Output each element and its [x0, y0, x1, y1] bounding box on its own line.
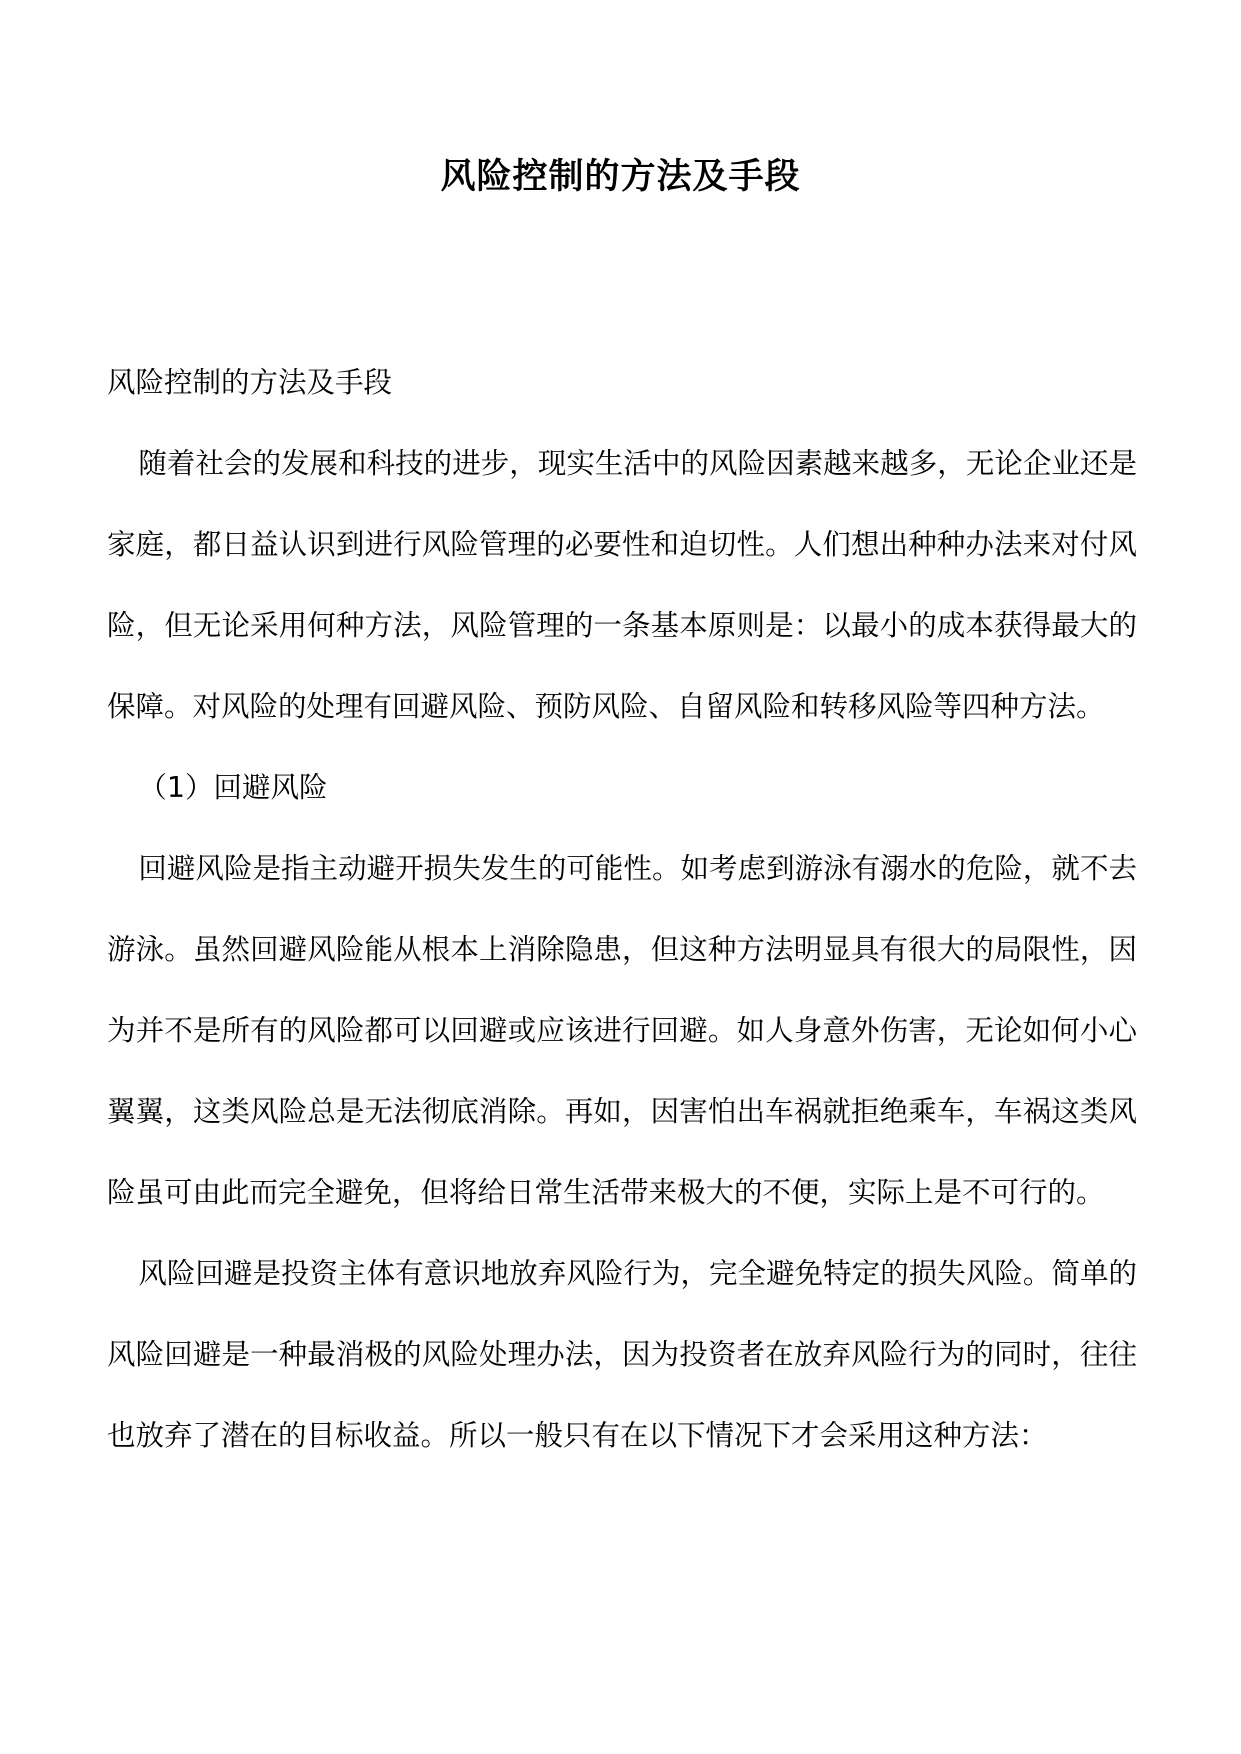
paragraph-intro: 随着社会的发展和科技的进步，现实生活中的风险因素越来越多，无论企业还是家庭，都日益认识到进行风险管理的必要性和迫切性。人们想出种种办法来对付风险，但无论采用何种方法，风险管理的一条基本原则是：以最小的成本获得最大的保障。对风险的处理有回避风险、预防风险、自留风险和转移风险等四种方法。 [107, 447, 1137, 723]
document-body [107, 342, 1137, 1476]
paragraph-avoid-risk-explanation: 风险回避是投资主体有意识地放弃风险行为，完全避免特定的损失风险。简单的风险回避是一种最消极的风险处理办法，因为投资者在放弃风险行为的同时，往往也放弃了潜在的目标收益。所以一般只有在以下情况下才会采用这种方法： [107, 1257, 1137, 1452]
paragraph-avoid-risk-definition: 回避风险是指主动避开损失发生的可能性。如考虑到游泳有溺水的危险，就不去游泳。虽然回避风险能从根本上消除隐患，但这种方法明显具有很大的局限性，因为并不是所有的风险都可以回避或应该进行回避。如人身意外伤害，无论如何小心翼翼，这类风险总是无法彻底消除。再如，因害怕出车祸就拒绝乘车，车祸这类风险虽可由此而完全避免，但将给日常生活带来极大的不便，实际上是不可行的。 [107, 852, 1137, 1209]
paragraph-subtitle: 风险控制的方法及手段 [107, 366, 393, 399]
section-heading-avoid-risk: （1）回避风险 [138, 771, 328, 804]
document-title: 风险控制的方法及手段 [440, 156, 801, 197]
